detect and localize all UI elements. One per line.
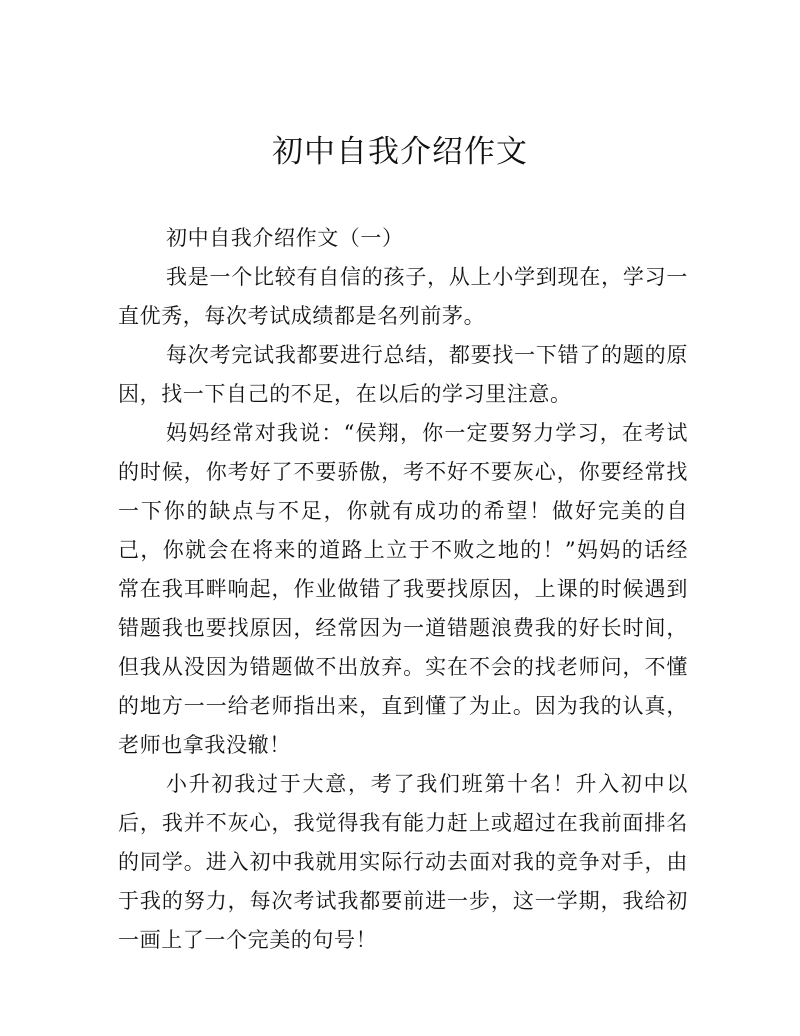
paragraph-1: 我是一个比较有自信的孩子，从上小学到现在，学习一直优秀，每次考试成绩都是名列前茅。 bbox=[118, 265, 688, 328]
document-title: 初中自我介绍作文 bbox=[272, 134, 528, 170]
paragraph-2: 每次考完试我都要进行总结，都要找一下错了的题的原因，找一下自己的不足，在以后的学习里注意。 bbox=[118, 343, 688, 406]
document-body bbox=[118, 219, 688, 960]
paragraph-3: 妈妈经常对我说：“侯翔，你一定要努力学习，在考试的时候，你考好了不要骄傲，考不好不要灰心，你要经常找一下你的缺点与不足，你就有成功的希望！做好完美的自己，你就会在将来的道路上立于不败之地的！”妈妈的话经常在我耳畔响起，作业做错了我要找原因，上课的时候遇到错题我也要找原因，经常因为一道错题浪费我的好长时间，但我从没因为错题做不出放弃。实在不会的找老师问，不懂的地方一一给老师指出来，直到懂了为止。因为我的认真，老师也拿我没辙！ bbox=[118, 421, 688, 757]
essay-subtitle: 初中自我介绍作文（一） bbox=[166, 226, 404, 250]
paragraph-4: 小升初我过于大意，考了我们班第十名！升入初中以后，我并不灰心，我觉得我有能力赶上或超过在我前面排名的同学。进入初中我就用实际行动去面对我的竞争对手，由于我的努力，每次考试我都要前进一步，这一学期，我给初一画上了一个完美的句号！ bbox=[118, 772, 688, 952]
